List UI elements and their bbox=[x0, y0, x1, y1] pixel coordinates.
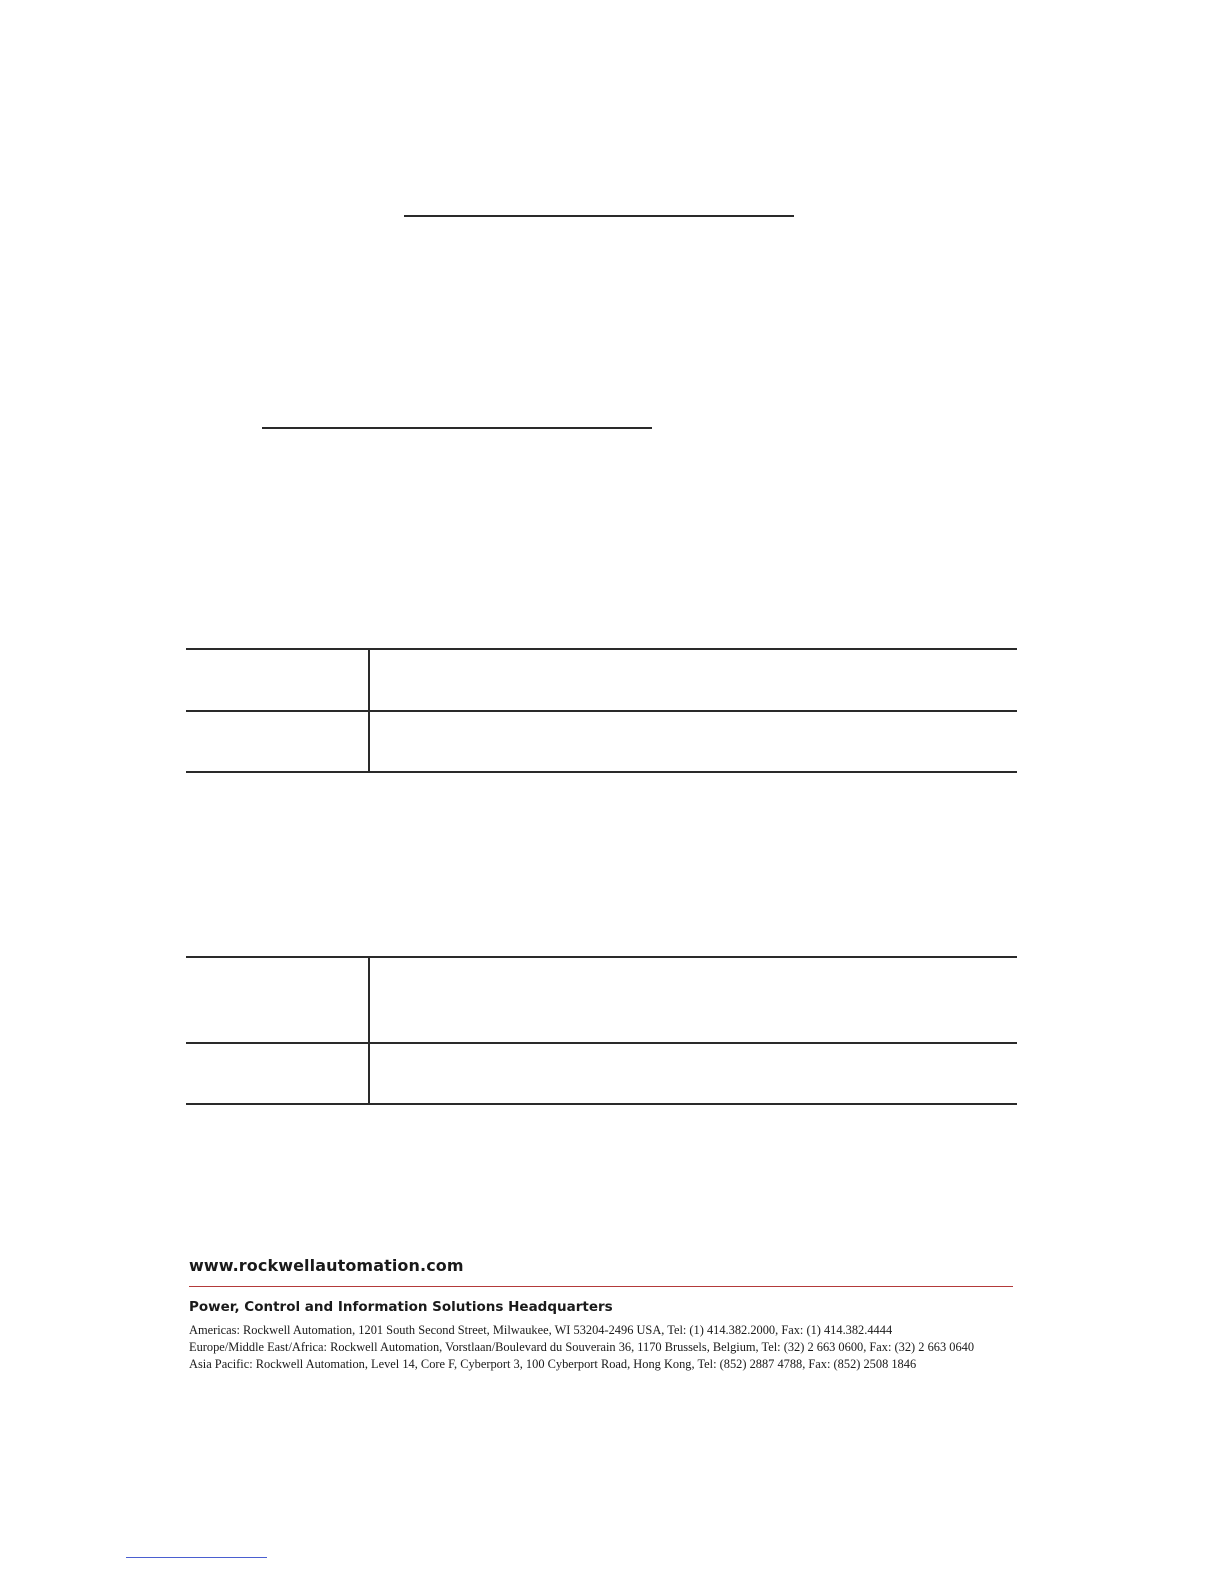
blank-table-1 bbox=[186, 648, 1017, 773]
table-row bbox=[186, 958, 1017, 1044]
signature-line-top bbox=[404, 215, 794, 217]
signature-line-middle bbox=[262, 427, 652, 429]
table-row bbox=[186, 1044, 1017, 1105]
address-emea: Europe/Middle East/Africa: Rockwell Automation, Vorstlaan/Boulevard du Souverain 36, 1170 Brussels, Belgium, Tel: (32) 2 663 0600, Fax: (32) 2 663 0640 bbox=[189, 1340, 975, 1354]
footer-divider bbox=[189, 1286, 1013, 1287]
column-divider bbox=[368, 1044, 370, 1103]
website-link[interactable]: www.rockwellautomation.com bbox=[189, 1256, 464, 1275]
table-row bbox=[186, 650, 1017, 712]
bottom-link-underline[interactable] bbox=[126, 1557, 267, 1558]
column-divider bbox=[368, 650, 370, 710]
address-asia-pacific: Asia Pacific: Rockwell Automation, Level 14, Core F, Cyberport 3, 100 Cyberport Road, Hong Kong, Tel: (852) 2887 4788, Fax: (852) 2508 1846 bbox=[189, 1357, 917, 1371]
column-divider bbox=[368, 712, 370, 771]
column-divider bbox=[368, 958, 370, 1042]
address-americas: Americas: Rockwell Automation, 1201 South Second Street, Milwaukee, WI 53204-2496 USA, Tel: (1) 414.382.2000, Fax: (1) 414.382.4444 bbox=[189, 1323, 893, 1337]
headquarters-heading: Power, Control and Information Solutions Headquarters bbox=[189, 1299, 613, 1315]
blank-table-2 bbox=[186, 956, 1017, 1105]
table-row bbox=[186, 712, 1017, 773]
